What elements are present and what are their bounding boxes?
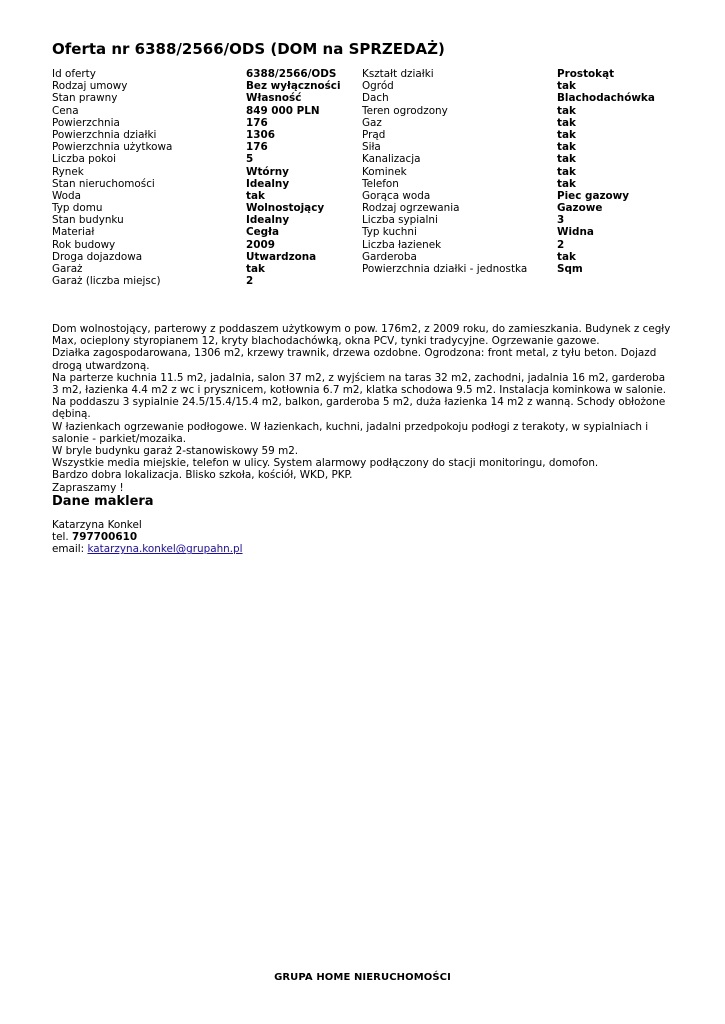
detail-value: 5 <box>246 153 254 166</box>
agent-email-row <box>52 543 243 555</box>
detail-label: Stan nieruchomości <box>52 177 155 190</box>
detail-label: Stan budynku <box>52 214 124 227</box>
description-paragraph: Działka zagospodarowana, 1306 m2, krzewy trawnik, drzewa ozdobne. Ogrodzona: front metal, z tyłu beton. Dojazd drogą utwardzoną. <box>52 347 657 372</box>
detail-value: tak <box>246 189 265 202</box>
detail-label: Ogród <box>362 80 394 93</box>
detail-label: Droga dojazdowa <box>52 250 143 263</box>
description-paragraph: Zapraszamy ! <box>52 481 124 494</box>
detail-value: Wtórny <box>246 165 289 178</box>
detail-value: Blachodachówka <box>557 92 655 105</box>
detail-value: Idealny <box>246 177 290 190</box>
detail-value: Widna <box>557 226 594 239</box>
offer-details <box>52 68 672 288</box>
detail-value: 2009 <box>246 238 275 251</box>
detail-label: Kształt działki <box>362 68 434 80</box>
detail-label: Prąd <box>362 128 386 141</box>
description-paragraph: W łazienkach ogrzewanie podłogowe. W łazienkach, kuchni, jadalni przedpokoju podłogi z terakoty, w sypialniach i salonie - parkiet/mozaika. <box>52 420 649 445</box>
detail-value: Własność <box>246 92 302 105</box>
detail-label: Rodzaj ogrzewania <box>362 202 460 215</box>
detail-label: Liczba pokoi <box>52 153 116 166</box>
detail-value: Gazowe <box>557 202 603 215</box>
right-values-column <box>557 68 672 275</box>
agent-contact <box>52 519 243 556</box>
description-paragraph: Na poddaszu 3 sypialnie 24.5/15.4/15.4 m2, balkon, garderoba 5 m2, duża łazienka 14 m2 z wanną. Schody obłożone dębiną. <box>52 396 666 421</box>
offer-description <box>52 323 672 494</box>
detail-label: Typ kuchni <box>362 226 417 239</box>
detail-label: Siła <box>362 141 381 154</box>
description-paragraph: Dom wolnostojący, parterowy z poddaszem użytkowym o pow. 176m2, z 2009 roku, do zamieszkania. Budynek z cegły Max, ocieplony styropianem 12, kryty blachodachówką, okna PCV, tynki tradycyjne. Ogrzewanie gazowe. <box>52 323 671 348</box>
detail-label: Powierzchnia działki <box>52 128 157 141</box>
detail-value: 2 <box>557 238 565 251</box>
detail-label: Woda <box>52 189 81 202</box>
detail-label: Cena <box>52 104 79 117</box>
offer-document <box>52 39 672 556</box>
detail-label: Liczba sypialni <box>362 214 438 227</box>
detail-value: tak <box>557 116 576 129</box>
detail-label: Powierzchnia użytkowa <box>52 141 173 154</box>
detail-label: Gorąca woda <box>362 189 431 202</box>
detail-value: 176 <box>246 141 268 154</box>
detail-label: Garderoba <box>362 250 417 263</box>
detail-label: Kanalizacja <box>362 153 421 166</box>
detail-value: tak <box>557 128 576 141</box>
detail-label: Gaz <box>362 116 382 129</box>
detail-label: Rok budowy <box>52 238 116 251</box>
agent-email-label: email: <box>52 543 85 556</box>
footer-company: GRUPA HOME NIERUCHOMOŚCI <box>274 972 451 983</box>
detail-value: 3 <box>557 214 565 227</box>
detail-value: Utwardzona <box>246 250 317 263</box>
detail-label: Typ domu <box>52 202 103 215</box>
detail-value: Idealny <box>246 214 290 227</box>
detail-label: Kominek <box>362 165 407 178</box>
detail-label: Garaż (liczba miejsc) <box>52 275 161 288</box>
agent-heading: Dane maklera <box>52 494 154 509</box>
agent-phone-label: tel. <box>52 531 69 544</box>
detail-value: tak <box>557 250 576 263</box>
description-paragraph: W bryle budynku garaż 2-stanowiskowy 59 m2. <box>52 445 299 458</box>
detail-value: Cegła <box>246 226 279 239</box>
detail-value: Bez wyłączności <box>246 80 341 93</box>
detail-value: tak <box>557 104 576 117</box>
detail-label: Telefon <box>362 177 399 190</box>
detail-value: 176 <box>246 116 268 129</box>
detail-value: 6388/2566/ODS <box>246 68 337 80</box>
detail-value: tak <box>557 141 576 154</box>
description-paragraph: Bardzo dobra lokalizacja. Blisko szkoła, kościół, WKD, PKP. <box>52 469 353 482</box>
detail-label: Rodzaj umowy <box>52 80 128 93</box>
detail-value: Piec gazowy <box>557 189 630 202</box>
detail-label: Powierzchnia działki - jednostka <box>362 263 528 275</box>
detail-label: Powierzchnia <box>52 116 120 129</box>
detail-value: tak <box>246 263 265 275</box>
detail-label: Id oferty <box>52 68 96 80</box>
detail-value: Wolnostojący <box>246 202 325 215</box>
detail-value: 1306 <box>246 128 275 141</box>
description-paragraph: Na parterze kuchnia 11.5 m2, jadalnia, salon 37 m2, z wyjściem na taras 32 m2, zachodni, jadalnia 16 m2, garderoba 3 m2, łazienka 4.4 m2 z wc i prysznicem, kotłownia 6.7 m2, klatka schodowa 9.5 m2. Instalacja kominkowa w salonie. <box>52 371 667 397</box>
detail-label: Materiał <box>52 226 95 239</box>
agent-phone: 797700610 <box>71 531 138 544</box>
detail-value: tak <box>557 80 576 93</box>
detail-value: 2 <box>246 275 254 288</box>
detail-value: tak <box>557 153 576 166</box>
detail-label: Rynek <box>52 165 84 178</box>
detail-value: 849 000 PLN <box>246 104 320 117</box>
detail-value: Prostokąt <box>557 68 615 80</box>
right-labels-column <box>362 68 556 275</box>
detail-label: Liczba łazienek <box>362 238 442 251</box>
offer-title: Oferta nr 6388/2566/ODS (DOM na SPRZEDAŻ) <box>52 40 445 58</box>
left-values-column <box>246 68 362 287</box>
detail-label: Teren ogrodzony <box>362 104 448 117</box>
detail-value: tak <box>557 165 576 178</box>
left-labels-column <box>52 68 246 287</box>
detail-label: Stan prawny <box>52 92 118 105</box>
detail-label: Dach <box>362 92 389 105</box>
agent-phone-row <box>52 531 243 543</box>
agent-name: Katarzyna Konkel <box>52 519 142 531</box>
detail-label: Garaż <box>52 263 83 275</box>
description-paragraph: Wszystkie media miejskie, telefon w ulicy. System alarmowy podłączony do stacji monitoringu, domofon. <box>52 457 599 470</box>
detail-value: Sqm <box>557 263 583 275</box>
agent-email-link[interactable]: katarzyna.konkel@grupahn.pl <box>87 543 243 556</box>
detail-value: tak <box>557 177 576 190</box>
